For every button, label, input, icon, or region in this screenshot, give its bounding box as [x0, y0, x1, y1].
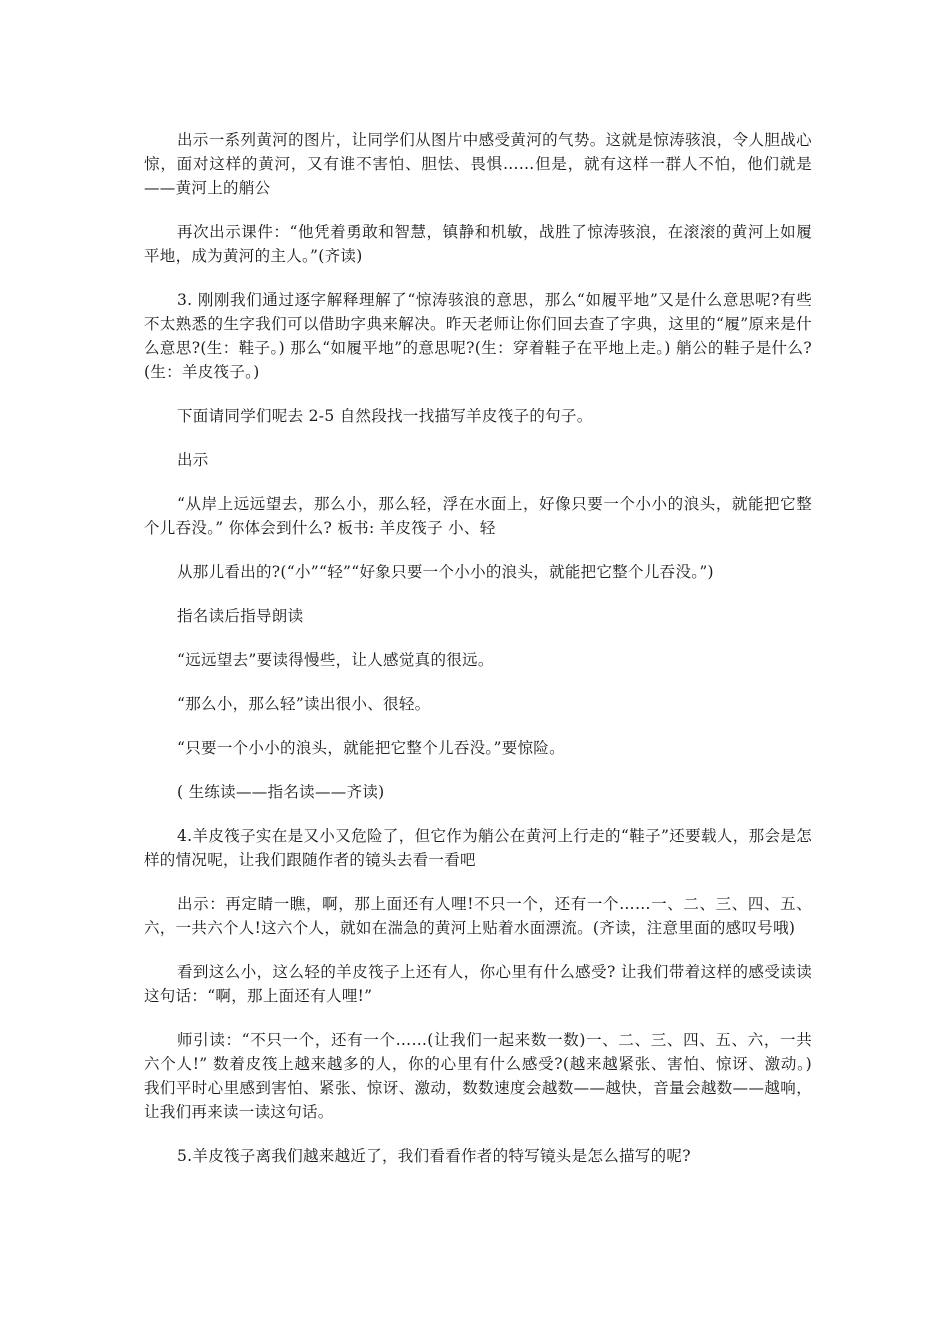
paragraph: 从那儿看出的?(“小”“轻”“好象只要一个小小的浪头，就能把它整个儿吞没。”)	[177, 563, 714, 581]
paragraph: 师引读：“不只一个，还有一个……(让我们一起来数一数)一、二、三、四、五、六，一共六个人!” 数着皮筏上越来越多的人，你的心里有什么感受?(越来越紧张、害怕、惊讶、激动。) 我们平时心里感到害怕、紧张、惊讶、激动，数数速度会越数——越快，音量会越数——越响，让我们再来读一读这句话。	[144, 1031, 812, 1121]
paragraph: “只要一个小小的浪头，就能把它整个儿吞没。”要惊险。	[177, 739, 565, 757]
paragraph: “远远望去”要读得慢些，让人感觉真的很远。	[177, 651, 494, 669]
paragraph: 看到这么小，这么轻的羊皮筏子上还有人，你心里有什么感受? 让我们带着这样的感受读读这句话：“啊，那上面还有人哩!”	[144, 963, 812, 1005]
paragraph: 5.羊皮筏子离我们越来越近了，我们看看作者的特写镜头是怎么描写的呢?	[177, 1147, 691, 1165]
paragraph: 3. 刚刚我们通过逐字解释理解了“惊涛骇浪的意思，那么“如履平地”又是什么意思呢?有些不太熟悉的生字我们可以借助字典来解决。昨天老师让你们回去查了字典，这里的“履”原来是什么意思?(生：鞋子。) 那么“如履平地”的意思呢?(生：穿着鞋子在平地上走。) 艄公的鞋子是什么?(生：羊皮筏子。)	[144, 291, 812, 381]
paragraph: 指名读后指导朗读	[177, 607, 304, 625]
paragraph: ( 生练读——指名读——齐读)	[177, 783, 385, 801]
document-page	[144, 128, 812, 1188]
paragraph: 4.羊皮筏子实在是又小又危险了，但它作为艄公在黄河上行走的“鞋子”还要载人，那会是怎样的情况呢，让我们跟随作者的镜头去看一看吧	[144, 827, 812, 869]
paragraph: “那么小，那么轻”读出很小、很轻。	[177, 695, 431, 713]
paragraph: 下面请同学们呢去 2-5 自然段找一找描写羊皮筏子的句子。	[177, 407, 593, 425]
paragraph: 出示：再定睛一瞧，啊，那上面还有人哩!不只一个，还有一个……一、二、三、四、五、六，一共六个人!这六个人，就如在湍急的黄河上贴着水面漂流。(齐读，注意里面的感叹号哦)	[144, 895, 812, 937]
paragraph: 出示一系列黄河的图片，让同学们从图片中感受黄河的气势。这就是惊涛骇浪，令人胆战心惊，面对这样的黄河，又有谁不害怕、胆怯、畏惧……但是，就有这样一群人不怕，他们就是——黄河上的艄公	[144, 131, 812, 197]
paragraph: “从岸上远远望去，那么小，那么轻，浮在水面上，好像只要一个小小的浪头，就能把它整个儿吞没。” 你体会到什么? 板书: 羊皮筏子 小、轻	[144, 495, 812, 537]
paragraph: 出示	[177, 451, 209, 469]
paragraph: 再次出示课件：“他凭着勇敢和智慧，镇静和机敏，战胜了惊涛骇浪，在滚滚的黄河上如履平地，成为黄河的主人。”(齐读)	[144, 223, 812, 265]
